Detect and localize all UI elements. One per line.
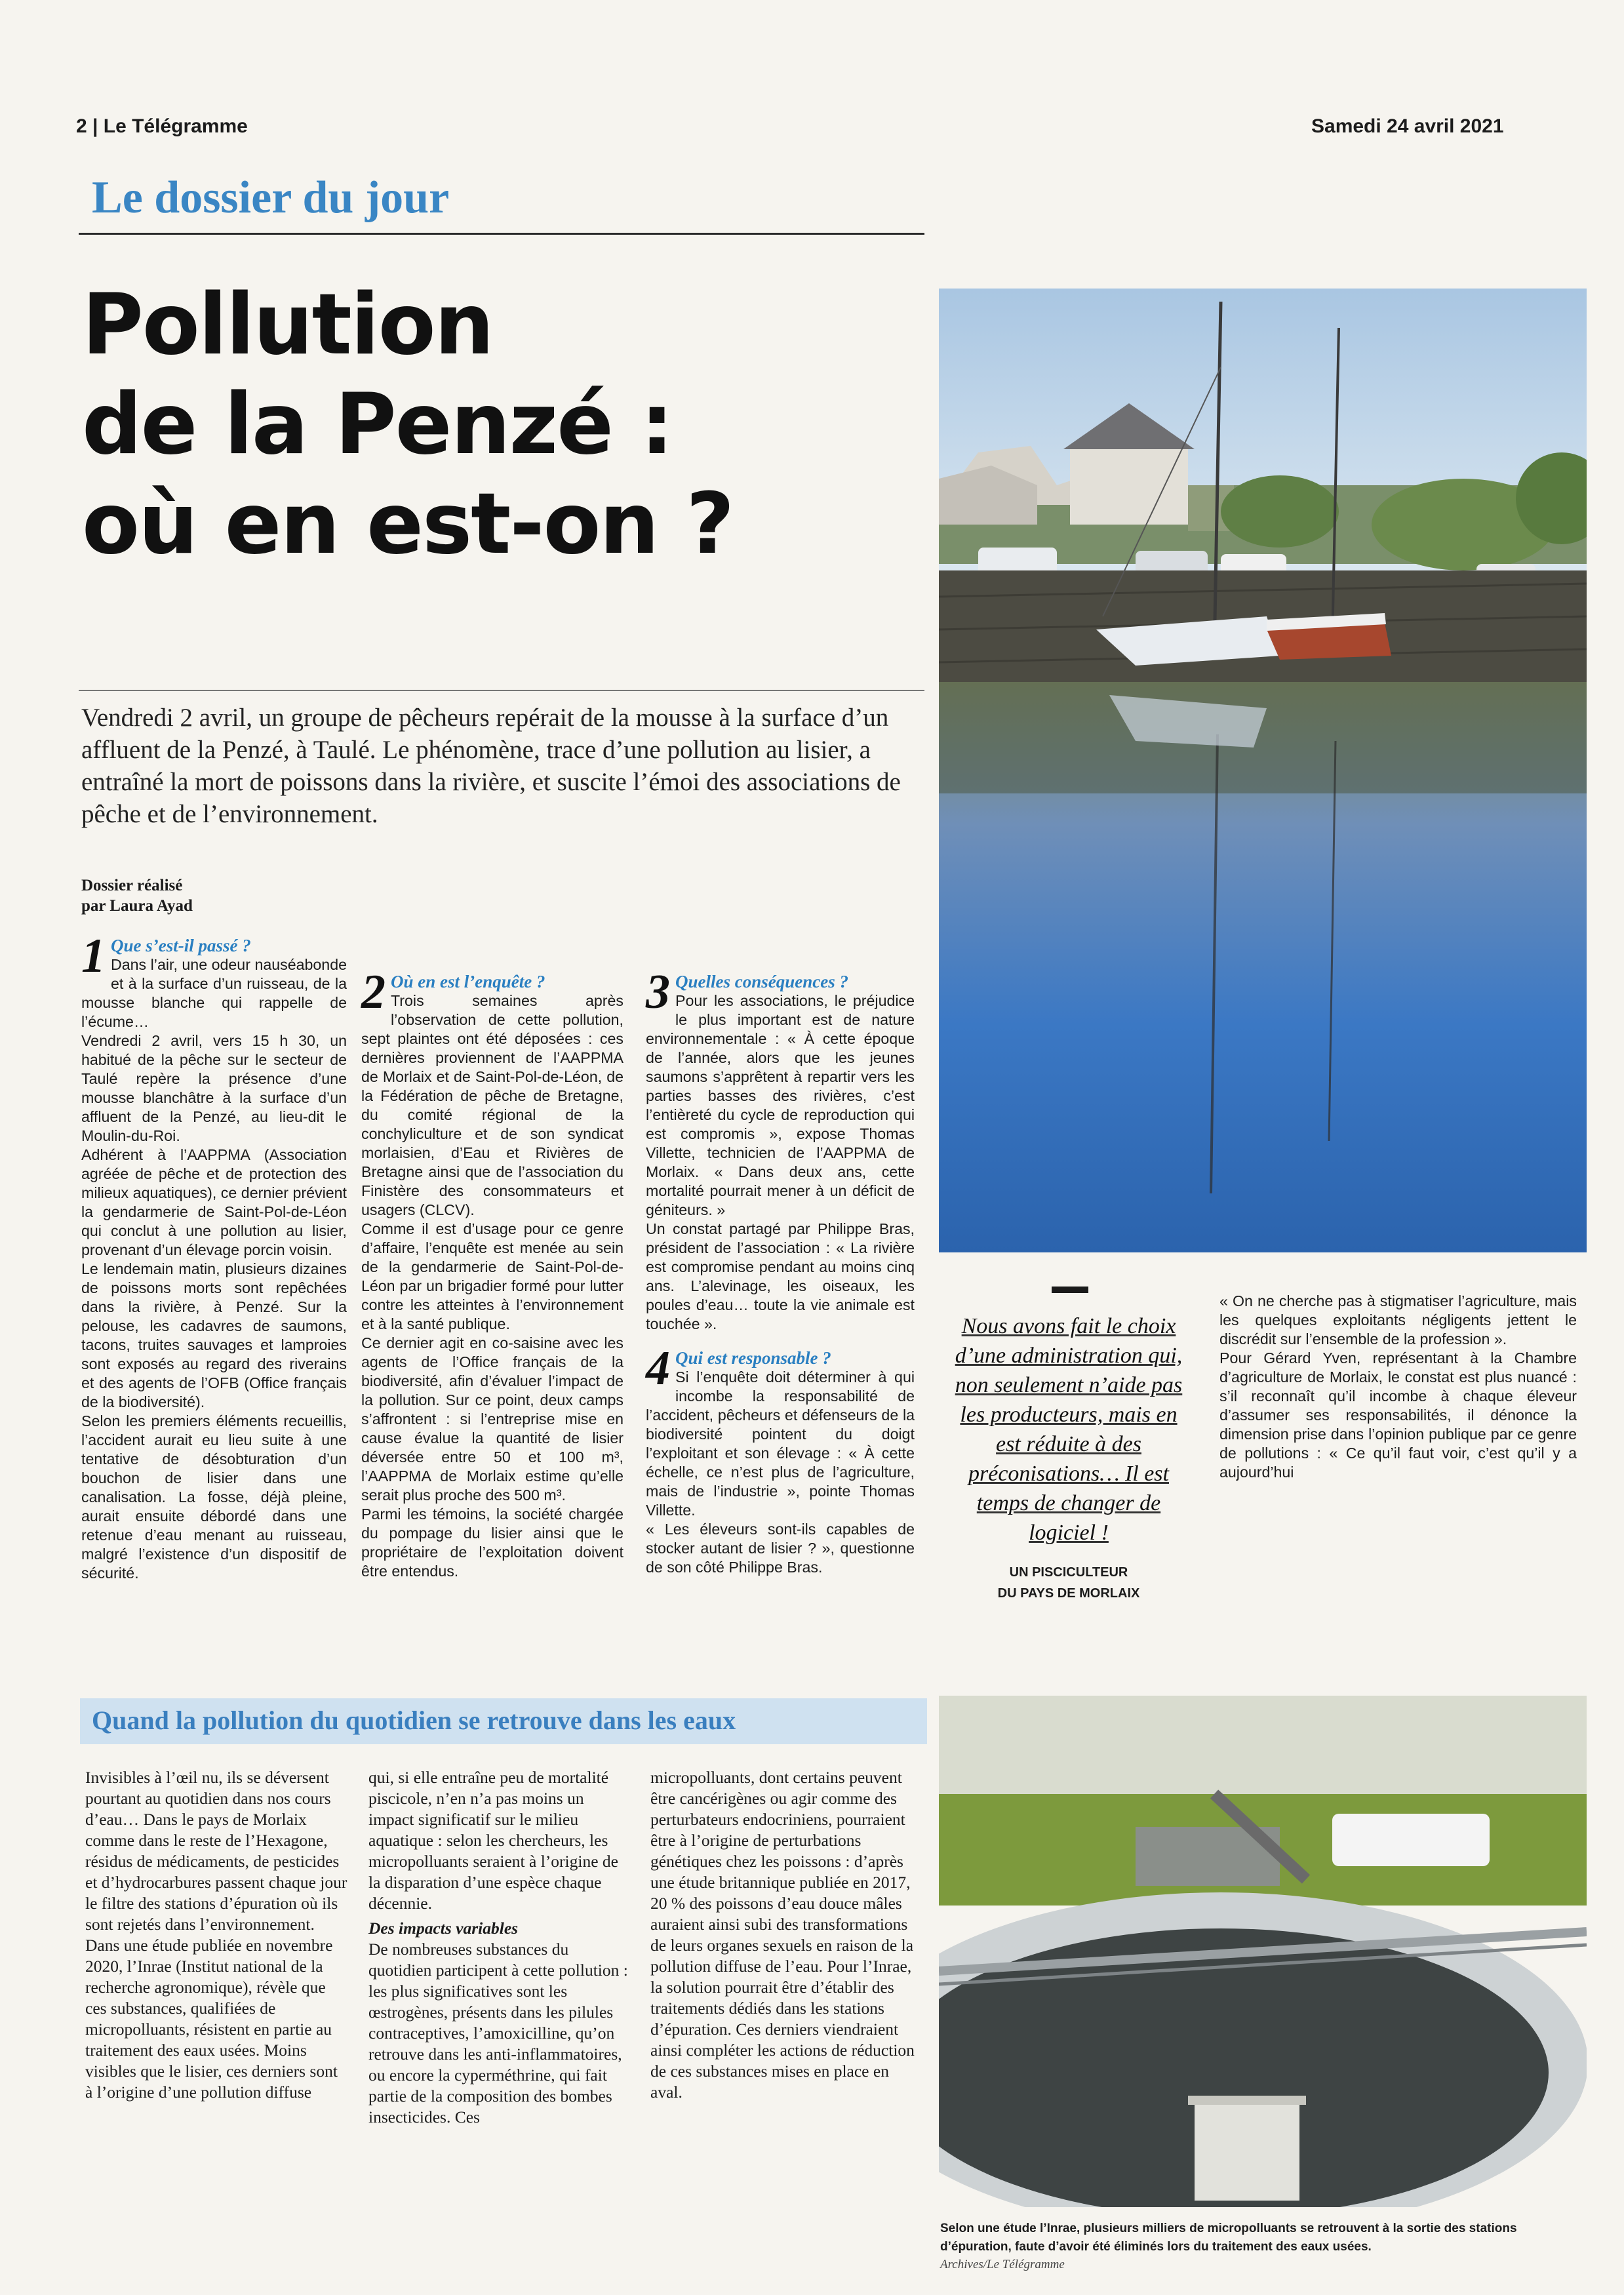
lead-paragraph: Vendredi 2 avril, un groupe de pêcheurs repérait de la mousse à la surface d’un affluent de la Penzé, à Taulé. Le phénomène, trace d’une pollution au lisier, a entraîné la mort de poissons dans la rivière, et suscite l’émoi des associations de pêche et de l’environnement. bbox=[81, 704, 901, 828]
column-5 bbox=[1219, 1292, 1577, 1482]
sidebar-column-3 bbox=[650, 1767, 919, 2103]
byline-line-2: par Laura Ayad bbox=[81, 897, 193, 915]
paragraph: Comme il est d’usage pour ce genre d’affaire, l’enquête est menée au sein de la gendarmerie de Saint-Pol-de-Léon par un brigadier formé pour lutter contre les atteintes à l’environnement et à la santé publique. bbox=[361, 1220, 624, 1332]
column-3 bbox=[646, 965, 915, 1577]
photo-caption: Selon une étude l’Inrae, plusieurs milliers de micropolluants se retrouvent à la sortie des stations d’épuration, faute d’avoir été éliminés lors du traitement des eaux usées. bbox=[940, 2222, 1517, 2254]
sidebar-column-2 bbox=[368, 1767, 631, 2128]
byline-line-1: Dossier réalisé bbox=[81, 877, 183, 894]
paragraph: Le lendemain matin, plusieurs dizaines de poissons morts sont repêchées dans la rivière, à Penzé. Sur la pelouse, les cadavres de saumons, tacons, truites sauvages et lamproies sont exposés au regard des riverains et des agents de l’OFB (Office français de la biodiversité). bbox=[81, 1260, 347, 1410]
harbour-photo bbox=[939, 289, 1587, 1252]
headline-line-3: où en est-on ? bbox=[82, 475, 734, 573]
section-number: 1 bbox=[81, 929, 106, 983]
photo-credit: Archives/Le Télégramme bbox=[940, 2258, 1065, 2271]
section-title: Que s’est-il passé ? bbox=[111, 936, 251, 955]
page-info: 2 | Le Télégramme bbox=[76, 115, 248, 137]
section-title: Qui est responsable ? bbox=[675, 1348, 831, 1368]
sidebar-column-1 bbox=[85, 1767, 347, 2103]
lead-divider bbox=[79, 690, 924, 691]
quote-source-line-2: DU PAYS DE MORLAIX bbox=[997, 1586, 1140, 1601]
headline-line-2: de la Penzé : bbox=[82, 376, 673, 473]
paragraph: De nombreuses substances du quotidien participent à cette pollution : les plus significatives sont les œstrogènes, présents dans les pilules contraceptives, l’amoxicilline, qu’on retrouve dans les anti-inflammatoires, ou encore la cyperméthrine, qui fait partie de la composition des bombes insecticides. Ces bbox=[368, 1940, 628, 2126]
quote-source-line-1: UN PISCICULTEUR bbox=[1009, 1565, 1128, 1580]
treatment-plant-photo bbox=[939, 1696, 1587, 2207]
sidebar-title: Quand la pollution du quotidien se retrouve dans les eaux bbox=[92, 1706, 736, 1735]
rubric-divider bbox=[79, 233, 924, 235]
pull-quote bbox=[954, 1311, 1183, 1547]
paragraph: Adhérent à l’AAPPMA (Association agréée de pêche et de protection des milieux aquatiques), ce dernier prévient la gendarmerie de Saint-Pol-de-Léon qui conclut à une pollution au lisier, provenant d’un élevage porcin voisin. bbox=[81, 1146, 347, 1258]
headline bbox=[82, 275, 934, 574]
paragraph: qui, si elle entraîne peu de mortalité piscicole, n’en n’a pas moins un impact significatif sur le milieu aquatique : selon les chercheurs, les micropolluants seraient à l’origine de la disparation d’une espèce chaque décennie. bbox=[368, 1768, 618, 1913]
paragraph: micropolluants, dont certains peuvent être cancérigènes ou agir comme des perturbateurs endocriniens, pourraient être à l’origine de perturbations génétiques chez les poissons : d’après une étude britannique publiée en 2017, 20 % des poissons d’eau douce mâles auraient ainsi subi des transformations de leurs organes sexuels en raison de la pollution diffuse de l’eau. Pour l’Inrae, la solution pourrait être d’établir des traitements dédiés dans les stations d’épuration. Ces derniers viendraient ainsi compléter les actions de réduction de ces substances mises en place en aval. bbox=[650, 1768, 915, 2102]
publication-date: Samedi 24 avril 2021 bbox=[1311, 115, 1504, 137]
paragraph: « Les éleveurs sont-ils capables de stocker autant de lisier ? », questionne de son côté Philippe Bras. bbox=[646, 1521, 915, 1576]
headline-line-1: Pollution bbox=[82, 276, 493, 374]
column-1 bbox=[81, 875, 347, 1583]
pull-quote-source bbox=[957, 1562, 1180, 1604]
column-2 bbox=[361, 965, 624, 1581]
quote-rule bbox=[1052, 1287, 1088, 1293]
paragraph: Invisibles à l’œil nu, ils se déversent pourtant au quotidien dans nos cours d’eau… Dans le pays de Morlaix comme dans le reste de l’Hexagone, résidus de médicaments, de pesticides et d’hydrocarbures passent chaque jour le filtre des stations d’épuration où ils sont rejetés dans l’environnement. Dans une étude publiée en novembre 2020, l’Inrae (Institut national de la recherche agronomique), révèle que ces substances, qualifiées de micropolluants, résistent en partie au traitement des eaux usées. Moins visibles que le lisier, ces derniers sont à l’origine d’une pollution diffuse bbox=[85, 1768, 347, 2102]
section-number: 2 bbox=[361, 965, 386, 1019]
section-title: Où en est l’enquête ? bbox=[391, 972, 545, 991]
paragraph: Dans l’air, une odeur nauséabonde et à la surface d’un ruisseau, de la mousse blanche qui rappelle de l’écume… bbox=[81, 956, 347, 1030]
section-title: Quelles conséquences ? bbox=[675, 972, 848, 991]
pull-quote-text: Nous avons fait le choix d’une administration qui, non seulement n’aide pas les producteurs, mais en est réduite à des préconisations… Il est temps de changer de logiciel ! bbox=[955, 1314, 1183, 1545]
paragraph: Selon les premiers éléments recueillis, l’accident aurait eu lieu suite à une tentative de désobturation d’un bouchon de lisier dans une canalisation. La fosse, déjà pleine, aurait ensuite débordé dans une retenue d’eau menant au ruisseau, malgré l’existence d’un dispositif de sécurité. bbox=[81, 1412, 347, 1582]
section-number: 4 bbox=[646, 1342, 670, 1395]
paragraph: Un constat partagé par Philippe Bras, président de l’association : « La rivière est compromise pendant au moins cinq ans. L’alevinage, les oiseaux, les poules d’eau… toute la vie animale est touchée ». bbox=[646, 1220, 915, 1332]
section-number: 3 bbox=[646, 965, 670, 1019]
paragraph: « On ne cherche pas à stigmatiser l’agriculture, mais les quelques exploitants négligents jettent le discrédit sur l’ensemble de la profession ». bbox=[1219, 1292, 1577, 1347]
section-rubric: Le dossier du jour bbox=[92, 172, 450, 223]
section-1 bbox=[81, 929, 347, 1583]
paragraph: Trois semaines après l’observation de cette pollution, sept plaintes ont été déposées : ces dernières proviennent de l’AAPPMA de Morlaix et de Saint-Pol-de-Léon, de la Fédération de pêche de Bretagne, du comité régional de la conchyliculture et de son syndicat morlaisien, d’Eau et Rivières de Bretagne ainsi que de l’association du Finistère des consommateurs et usagers (CLCV). bbox=[361, 992, 624, 1218]
paragraph: Parmi les témoins, la société chargée du pompage du lisier ainsi que le propriétaire de l’exploitation doivent être entendus. bbox=[361, 1506, 624, 1580]
sidebar-subtitle: Des impacts variables bbox=[368, 1919, 519, 1938]
paragraph: Pour les associations, le préjudice le plus important est de nature environnementale : « À cette époque de l’année, alors que les jeunes saumons s’apprêtent à repartir vers les parties basses des rivières, c’est l’entièreté du cycle de reproduction qui est compromis », expose Thomas Villette, technicien de l’AAPPMA de Morlaix. « Dans deux ans, cette mortalité pourrait mener à un déficit de géniteurs. » bbox=[646, 992, 915, 1218]
paragraph: Si l’enquête doit déterminer à qui incombe la responsabilité de l’accident, pêcheurs et défenseurs de la biodiversité pointent du doigt l’exploitant et son élevage : « À cette échelle, ce n’est plus de l’agriculture, mais de l’industrie », pointe Thomas Villette. bbox=[646, 1368, 915, 1519]
paragraph: Ce dernier agit en co-saisine avec les agents de l’Office français de la biodiversité, afin d’évaluer l’impact de la pollution. Sur ce point, deux camps s’affrontent : si l’entreprise mise en cause évalue la quantité de lisier déversée entre 50 et 100 m³, l’AAPPMA de Morlaix estime qu’elle serait plus proche des 500 m³. bbox=[361, 1334, 624, 1504]
paragraph: Pour Gérard Yven, représentant à la Chambre d’agriculture de Morlaix, le constat est plus nuancé : s’il reconnaît qu’il incombe à chaque éleveur d’assumer ses responsabilités, il dénonce la dimension prise dans l’opinion publique par ce genre de pollutions : « Ce qu’il faut voir, c’est qu’il y a aujourd’hui bbox=[1219, 1349, 1577, 1481]
paragraph: Vendredi 2 avril, vers 15 h 30, un habitué de la pêche sur le secteur de Taulé repère la présence d’une mousse blanchâtre à la surface d’un affluent de la Penzé, au lieu-dit le Moulin-du-Roi. bbox=[81, 1032, 347, 1144]
